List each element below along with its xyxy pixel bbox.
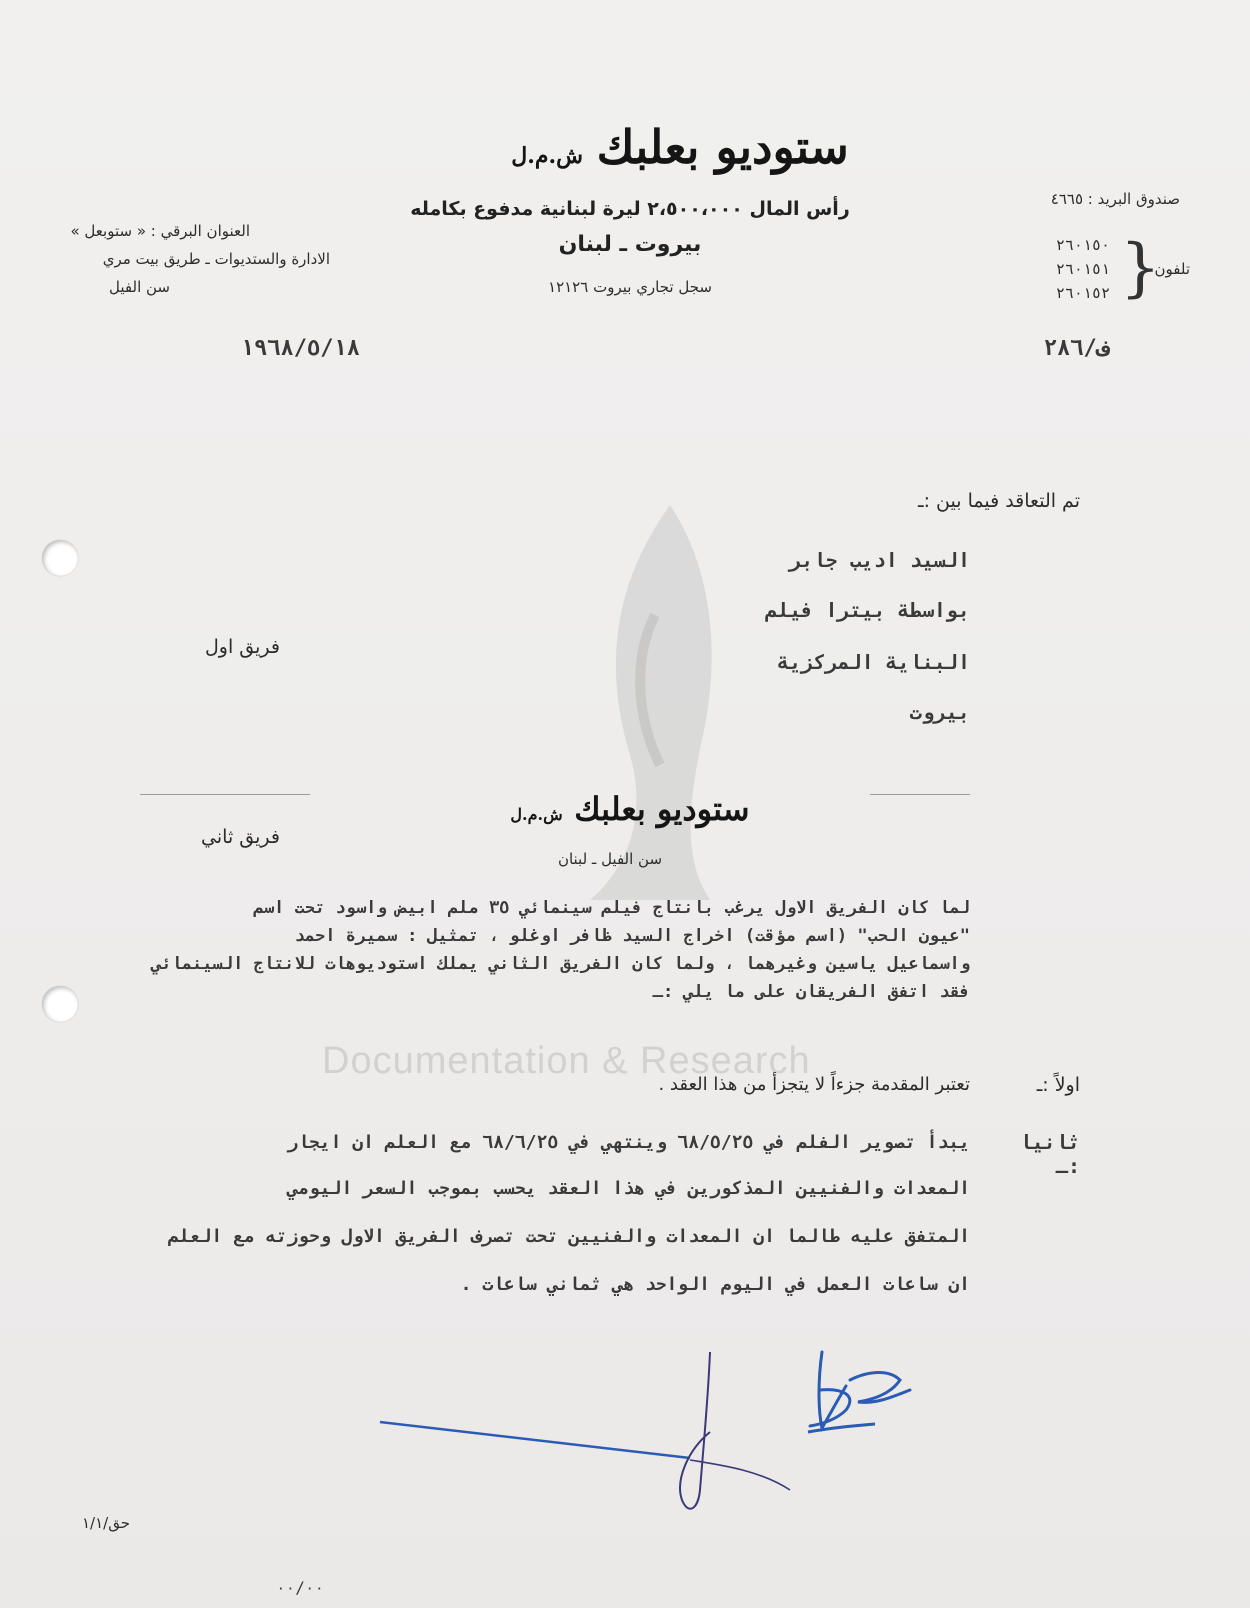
party2-address: سن الفيل ـ لبنان [557,850,663,868]
party2-logo [430,790,830,828]
address-line-2: سن الفيل [109,278,170,296]
company-logo [470,120,890,174]
party1-line-2: بواسطة بيترا فيلم [765,598,970,622]
clause1-label: اولاً :ـ [1036,1074,1080,1096]
divider-right [870,794,970,795]
clause2-line-1: يبدأ تصوير الفلم في ٦٨/٥/٢٥ وينتهي في ٦٨/٦/٢٥ مع العلم ان ايجار [287,1132,970,1153]
continuation-mark: ٠٠/٠٠ [276,1578,325,1597]
party1-label: فريق اول [205,636,280,658]
clause2-line-3: المتفق عليه طالما ان المعدات والفنيين تحت تصرف الفريق الاول وحوزته مع العلم [168,1226,970,1247]
commercial-register: سجل تجاري بيروت ١٢١٢٦ [548,278,712,296]
clause2-label: ثانيا :ـ [1019,1130,1080,1178]
preamble-line-1: لما كان الفريق الاول يرغب بانتاج فيلم سينمائي ٣٥ ملم ابيض واسود تحت اسم [253,898,970,918]
party2-label: فريق ثاني [201,826,280,848]
punch-hole-bottom [42,986,78,1022]
handwritten-signatures [370,1340,950,1520]
po-box: صندوق البريد : ٤٦٦٥ [1050,190,1180,208]
party1-line-3: البناية المركزية [777,650,970,674]
phone-label: تلفون [1154,260,1190,278]
phone-1: ٢٦٠١٥٠ [1055,236,1110,254]
party2-suffix: ش.م.ل [510,805,563,824]
clause2-line-2: المعدات والفنيين المذكورين في هذا العقد يحسب بموجب السعر اليومي [287,1178,970,1199]
party2-name: ستوديو بعلبك [574,790,750,828]
phone-2: ٢٦٠١٥١ [1055,260,1110,278]
contract-intro: تم التعاقد فيما بين :ـ [918,490,1080,512]
punch-hole-top [42,540,78,576]
reference-number: ف/٢٨٦ [1043,336,1110,361]
preamble-line-4: فقد اتفق الفريقان على ما يلي :ـ [652,982,970,1002]
city-line: بيروت ـ لبنان [558,232,702,257]
clause1-text: تعتبر المقدمة جزءاً لا يتجزأ من هذا العقد . [658,1074,970,1095]
telegraph-address: العنوان البرقي : « ستوبعل » [70,222,250,240]
file-code: حق/١/١ [81,1514,130,1532]
company-name: ستوديو بعلبك [596,120,849,174]
party1-line-4: بيروت [909,700,970,724]
watermark-text: Documentation & Research [322,1040,811,1082]
preamble-line-3: واسماعيل ياسين وغيرهما ، ولما كان الفريق الثاني يملك استوديوهات للانتاج السينمائي [151,954,970,974]
phone-brace: } [1120,231,1161,305]
phone-3: ٢٦٠١٥٢ [1055,284,1110,302]
preamble-line-2: "عيون الحب" (اسم مؤقت) اخراج السيد ظافر اوغلو ، تمثيل : سميرة احمد [294,926,970,946]
company-suffix: ش.م.ل [511,143,584,169]
capital-line: رأس المال ٢،٥٠٠،٠٠٠ ليرة لبنانية مدفوع بكامله [410,198,850,220]
address-line-1: الادارة والستديوات ـ طريق بيت مري [102,250,330,268]
party1-line-1: السيد اديب جابر [789,548,970,572]
document-date: ١٩٦٨/٥/١٨ [240,336,360,361]
divider-left [140,794,310,795]
clause2-line-4: ان ساعات العمل في اليوم الواحد هي ثماني ساعات . [460,1274,970,1295]
